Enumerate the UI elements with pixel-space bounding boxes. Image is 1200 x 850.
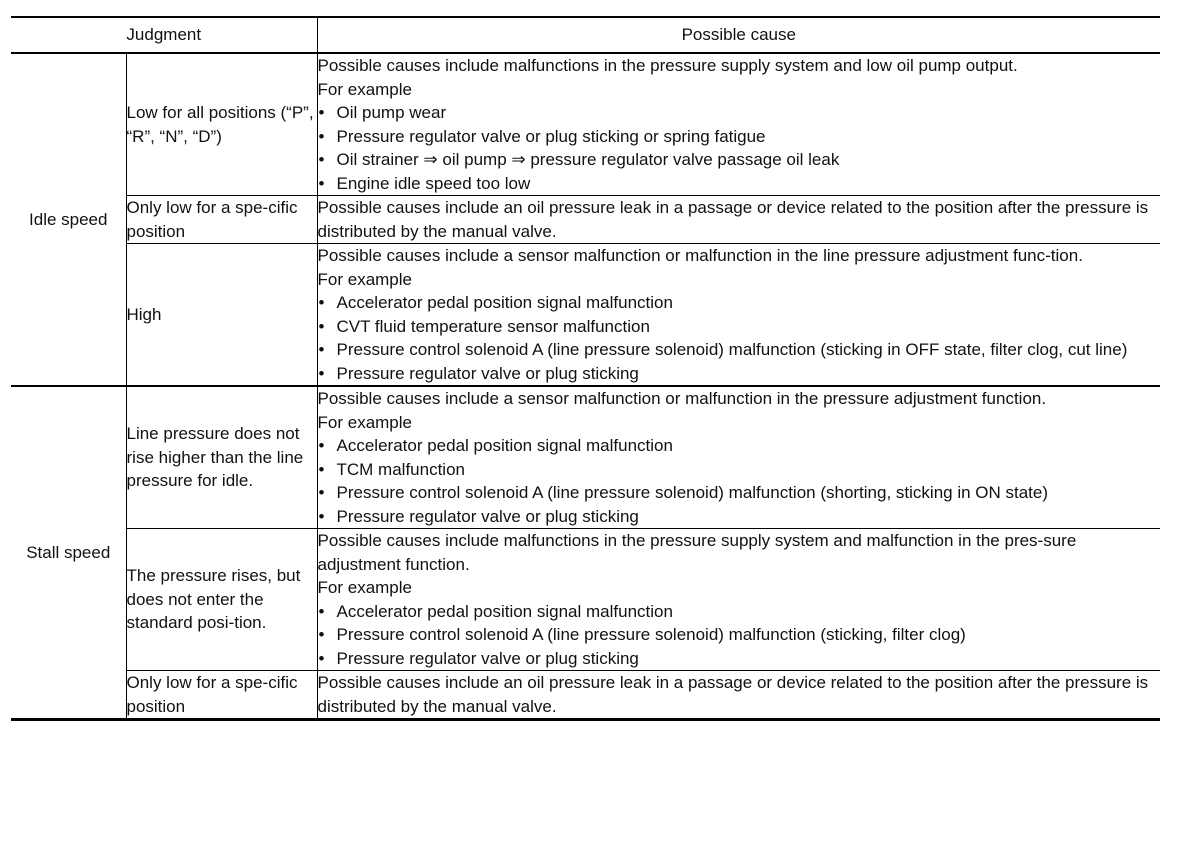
cause-intro: Possible causes include an oil pressure leak in a passage or device related to the position after the pressure is distributed by the manual valve. [317, 198, 1149, 241]
possible-cause-column-header: Possible cause [317, 17, 1160, 53]
cause-list-item: • Pressure regulator valve or plug sticking [318, 362, 1161, 386]
cause-list-item: • Accelerator pedal position signal malfunction [318, 600, 1161, 624]
cause-list-item: • Pressure regulator valve or plug sticking [318, 505, 1161, 529]
judgment-cell: Line pressure does not rise higher than the line pressure for idle. [126, 386, 317, 529]
cause-list [318, 434, 1161, 528]
cause-cell [317, 671, 1160, 720]
cause-list-item: • Accelerator pedal position signal malfunction [318, 291, 1161, 315]
example-label: For example [317, 79, 412, 99]
cause-list [318, 291, 1161, 385]
judgment-cell: Only low for a spe-cific position [126, 671, 317, 720]
table-row [11, 196, 1160, 244]
cause-list-item: • Pressure control solenoid A (line pressure solenoid) malfunction (shorting, sticking in ON state) [318, 481, 1161, 505]
judgment-cell: Low for all positions (“P”, “R”, “N”, “D”) [126, 53, 317, 196]
example-label: For example [317, 269, 412, 289]
group-label-idle-speed: Idle speed [11, 53, 126, 386]
table-row [11, 53, 1160, 196]
cause-list-item: • CVT fluid temperature sensor malfunction [318, 315, 1161, 339]
example-label: For example [317, 578, 412, 597]
judgment-cell: High [126, 244, 317, 387]
cause-list-item: • Pressure control solenoid A (line pressure solenoid) malfunction (sticking in OFF state, filter clog, cut line) [318, 338, 1161, 362]
cause-list-item: • Accelerator pedal position signal malfunction [318, 434, 1161, 458]
cause-list-item: • Pressure control solenoid A (line pressure solenoid) malfunction (sticking, filter clog) [318, 623, 1161, 647]
cause-list [318, 600, 1161, 671]
cause-cell [317, 196, 1160, 244]
table-row [11, 386, 1160, 529]
table-row [11, 529, 1160, 671]
cause-intro: Possible causes include a sensor malfunction or malfunction in the line pressure adjustment func-tion. [317, 246, 1083, 265]
cause-cell [317, 244, 1160, 387]
cause-list-item: • Pressure regulator valve or plug sticking or spring fatigue [318, 125, 1161, 149]
judgment-cell: Only low for a spe-cific position [126, 196, 317, 244]
cause-cell [317, 53, 1160, 196]
table-row [11, 244, 1160, 387]
diagnosis-table-container [11, 16, 1160, 721]
judgment-column-header: Judgment [11, 17, 317, 53]
cause-intro: Possible causes include an oil pressure leak in a passage or device related to the position after the pressure is distributed by the manual valve. [317, 673, 1149, 716]
line-pressure-diagnosis-table [11, 16, 1160, 721]
cause-list-item: • Pressure regulator valve or plug sticking [318, 647, 1161, 671]
table-header-row [11, 17, 1160, 53]
cause-list-item: • Engine idle speed too low [318, 172, 1161, 196]
cause-intro: Possible causes include a sensor malfunction or malfunction in the pressure adjustment function. [317, 389, 1047, 408]
judgment-cell: The pressure rises, but does not enter the standard posi-tion. [126, 529, 317, 671]
cause-cell [317, 386, 1160, 529]
cause-list [318, 101, 1161, 195]
cause-list-item: • Oil strainer ⇒ oil pump ⇒ pressure regulator valve passage oil leak [318, 148, 1161, 172]
table-row [11, 671, 1160, 720]
cause-list-item: • TCM malfunction [318, 458, 1161, 482]
group-label-stall-speed: Stall speed [11, 386, 126, 720]
cause-list-item: • Oil pump wear [318, 101, 1161, 125]
example-label: For example [317, 412, 412, 432]
cause-intro: Possible causes include malfunctions in the pressure supply system and malfunction in the pres-sure adjustment function. [317, 531, 1077, 574]
cause-intro: Possible causes include malfunctions in the pressure supply system and low oil pump output. [317, 56, 1018, 75]
cause-cell [317, 529, 1160, 671]
